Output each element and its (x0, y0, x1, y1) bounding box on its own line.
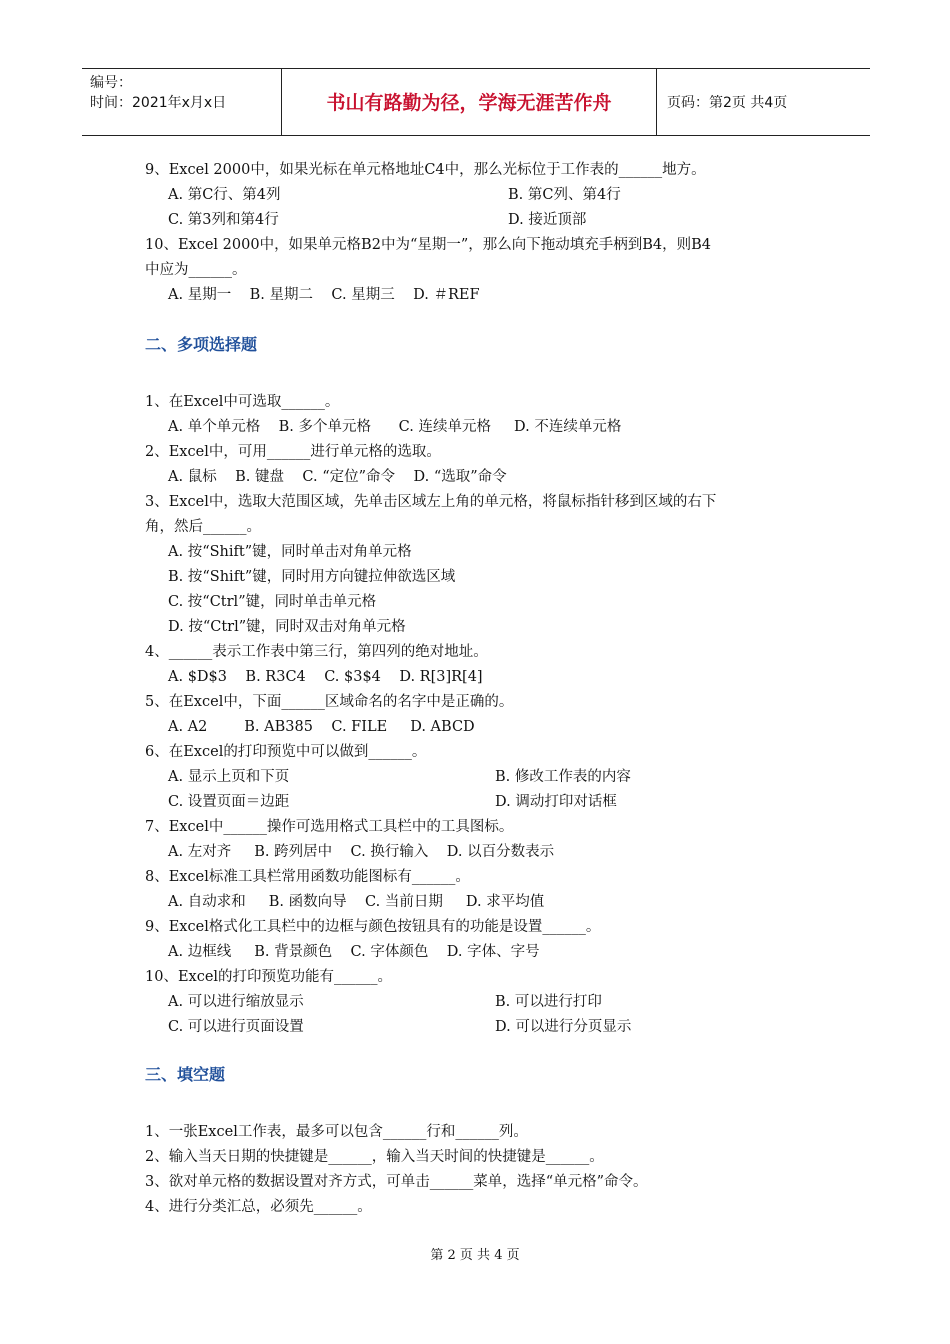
section-2-title: 二、多项选择题 (145, 335, 258, 354)
mc-question-9: 9、Excel格式化工具栏中的边框与颜色按钮具有的功能是设置______。 (145, 919, 601, 935)
mc-question-9-options: A. 边框线 B. 背景颜色 C. 字体颜色 D. 字体、字号 (168, 944, 540, 960)
header-number: 编号： (90, 75, 132, 91)
question-10-options: A. 星期一 B. 星期二 C. 星期三 D. ＃REF (168, 287, 480, 303)
mc-question-3-option-c: C. 按“Ctrl”键，同时单击单元格 (168, 594, 377, 610)
fill-question-4: 4、进行分类汇总，必须先______。 (145, 1199, 372, 1215)
question-10-line2: 中应为______。 (145, 262, 247, 278)
mc-question-2-options: A. 鼠标 B. 键盘 C. “定位”命令 D. “选取”命令 (168, 469, 507, 485)
option-c: C. 第3列和第4行 (168, 212, 279, 228)
mc-question-10-option-d: D. 可以进行分页显示 (495, 1019, 632, 1035)
mc-question-3-option-b: B. 按“Shift”键，同时用方向键拉伸欲选区域 (168, 569, 456, 585)
page-header (82, 68, 870, 136)
question-9: 9、Excel 2000中，如果光标在单元格地址C4中，那么光标位于工作表的______地方。 (145, 162, 706, 178)
mc-question-10: 10、Excel的打印预览功能有______。 (145, 969, 393, 985)
section-3-title: 三、填空题 (145, 1065, 226, 1084)
mc-question-3-line2: 角，然后______。 (145, 519, 261, 535)
mc-question-4: 4、______表示工作表中第三行，第四列的绝对地址。 (145, 644, 488, 660)
mc-question-10-option-a: A. 可以进行缩放显示 (168, 994, 304, 1010)
mc-question-8-options: A. 自动求和 B. 函数向导 C. 当前日期 D. 求平均值 (168, 894, 545, 910)
mc-question-6-option-a: A. 显示上页和下页 (168, 769, 290, 785)
option-d: D. 接近顶部 (508, 212, 587, 228)
mc-question-3-option-a: A. 按“Shift”键，同时单击对角单元格 (168, 544, 412, 560)
mc-question-7-options: A. 左对齐 B. 跨列居中 C. 换行输入 D. 以百分数表示 (168, 844, 555, 860)
header-date: 时间：2021年x月x日 (90, 95, 227, 111)
mc-question-4-options: A. $D$3 B. R3C4 C. $3$4 D. R[3]R[4] (168, 669, 483, 685)
header-meta (82, 69, 282, 135)
mc-question-6-option-c: C. 设置页面＝边距 (168, 794, 290, 810)
mc-question-3-line1: 3、Excel中，选取大范围区域，先单击区域左上角的单元格，将鼠标指针移到区域的右下 (145, 494, 717, 510)
mc-question-6-option-b: B. 修改工作表的内容 (495, 769, 631, 785)
fill-question-1: 1、一张Excel工作表，最多可以包含______行和______列。 (145, 1124, 528, 1140)
mc-question-6: 6、在Excel的打印预览中可以做到______。 (145, 744, 427, 760)
mc-question-10-option-c: C. 可以进行页面设置 (168, 1019, 304, 1035)
fill-question-2: 2、输入当天日期的快捷键是______，输入当天时间的快捷键是______。 (145, 1149, 604, 1165)
option-a: A. 第C行、第4列 (168, 187, 281, 203)
mc-question-5-options: A. A2 B. AB385 C. FILE D. ABCD (168, 719, 475, 735)
question-10-line1: 10、Excel 2000中，如果单元格B2中为“星期一”，那么向下拖动填充手柄到B4，则B4 (145, 237, 712, 253)
header-page-number: 页码：第2页 共4页 (667, 95, 788, 111)
mc-question-7: 7、Excel中______操作可选用格式工具栏中的工具图标。 (145, 819, 514, 835)
mc-question-2: 2、Excel中，可用______进行单元格的选取。 (145, 444, 441, 460)
mc-question-1-options: A. 单个单元格 B. 多个单元格 C. 连续单元格 D. 不连续单元格 (168, 419, 622, 435)
mc-question-1: 1、在Excel中可选取______。 (145, 394, 340, 410)
header-motto: 书山有路勤为径，学海无涯苦作舟 (282, 69, 657, 135)
mc-question-5: 5、在Excel中，下面______区域命名的名字中是正确的。 (145, 694, 514, 710)
mc-question-8: 8、Excel标准工具栏常用函数功能图标有______。 (145, 869, 470, 885)
mc-question-6-option-d: D. 调动打印对话框 (495, 794, 617, 810)
page-footer: 第 2 页 共 4 页 (430, 1248, 520, 1263)
fill-question-3: 3、欲对单元格的数据设置对齐方式，可单击______菜单，选择“单元格”命令。 (145, 1174, 648, 1190)
option-b: B. 第C列、第4行 (508, 187, 621, 203)
mc-question-3-option-d: D. 按“Ctrl”键，同时双击对角单元格 (168, 619, 406, 635)
mc-question-10-option-b: B. 可以进行打印 (495, 994, 602, 1010)
